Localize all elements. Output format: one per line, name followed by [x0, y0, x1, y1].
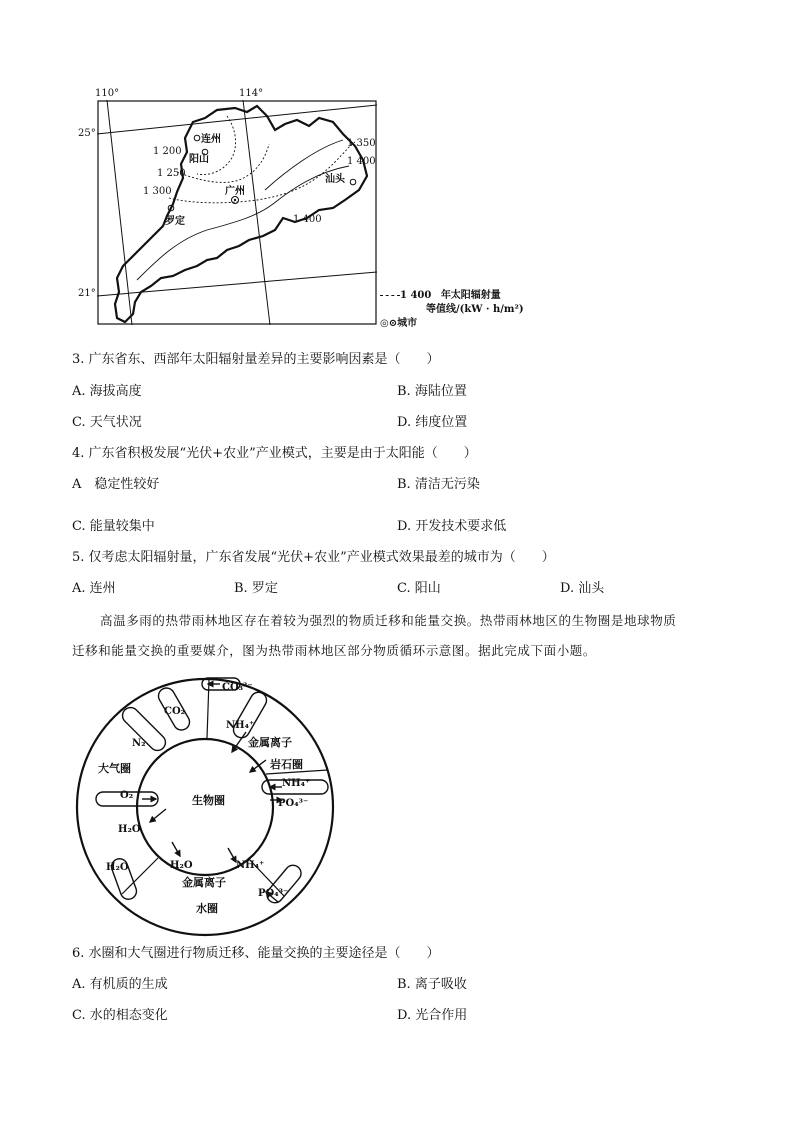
svg-text:阳山: 阳山 — [189, 154, 209, 165]
q6-option-a[interactable]: A. 有机质的生成 — [72, 977, 168, 992]
passage-line-2: 迁移和能量交换的重要媒介，图为热带雨林地区部分物质循环示意图。据此完成下面小题。 — [72, 643, 597, 658]
isoline-label-1300: 1 300 — [143, 186, 172, 197]
isoline-label-1400-east: 1 400 — [347, 156, 376, 167]
label-co3: CO₃²⁻ — [222, 682, 253, 693]
guangdong-radiation-map — [95, 88, 377, 325]
lat-label-21: 21° — [78, 288, 96, 299]
map-legend — [380, 289, 524, 331]
biosphere-circle — [137, 739, 273, 875]
map-svg — [95, 88, 377, 325]
q4-option-d[interactable]: D. 开发技术要求低 — [397, 519, 507, 534]
q3-option-d[interactable]: D. 纬度位置 — [397, 415, 468, 430]
label-h2o-bottom-left: H₂O — [106, 862, 129, 873]
svg-text:汕头: 汕头 — [325, 174, 345, 185]
q4-option-c[interactable]: C. 能量较集中 — [72, 519, 155, 534]
city-symbol-icon: ◎⊙ — [380, 318, 398, 329]
isoline-1200 — [197, 116, 236, 175]
city-guangzhou — [225, 184, 245, 204]
question-6-stem: 6. 水圈和大气圈进行物质迁移、能量交换的主要途径是（ ） — [72, 946, 440, 961]
label-po4-bottom: PO₄³⁻ — [258, 888, 289, 899]
label-n2: N₂ — [132, 738, 146, 749]
loop-nh4-top — [231, 689, 270, 740]
legend-isoline-text-1: 年太阳辐射量 — [440, 290, 501, 301]
q5-option-b[interactable]: B. 罗定 — [234, 581, 278, 596]
label-nh4-bottom: NH₄⁺ — [236, 860, 265, 871]
map-frame — [98, 101, 376, 324]
legend-isoline-text-2: 等值线/(kW · h/m²) — [426, 304, 524, 315]
loop-po4-bottom — [264, 862, 305, 906]
city-yangshan — [189, 149, 209, 165]
lat-label-25: 25° — [78, 128, 96, 139]
q5-option-d[interactable]: D. 汕头 — [560, 581, 605, 596]
svg-text:连州: 连州 — [201, 134, 221, 145]
lon-label-110: 110° — [95, 88, 120, 99]
question-3-stem: 3. 广东省东、西部年太阳辐射量差异的主要影响因素是（ ） — [72, 352, 440, 367]
q6-option-b[interactable]: B. 离子吸收 — [397, 977, 467, 992]
q3-option-c[interactable]: C. 天气状况 — [72, 415, 142, 430]
isoline-label-1200: 1 200 — [153, 146, 182, 157]
cycle-svg — [70, 672, 340, 942]
isoline-label-1400-south: 1 400 — [293, 214, 322, 225]
city-shantou — [325, 172, 356, 185]
q6-option-d[interactable]: D. 光合作用 — [397, 1008, 468, 1023]
label-po4-right: PO₄³⁻ — [278, 798, 309, 809]
legend-isoline-row — [380, 289, 524, 303]
divider-top — [207, 680, 209, 738]
label-metal-ions-top: 金属离子 — [248, 736, 292, 749]
label-hydrosphere: 水圈 — [196, 902, 218, 915]
q4-option-a[interactable]: A 稳定性较好 — [72, 477, 160, 492]
label-co2: CO₂ — [164, 706, 186, 717]
passage-line-1: 高温多雨的热带雨林地区存在着较为强烈的物质迁移和能量交换。热带雨林地区的生物圈是地球物质 — [100, 613, 677, 628]
q5-option-a[interactable]: A. 连州 — [72, 581, 116, 596]
svg-text:广州: 广州 — [225, 186, 245, 197]
label-h2o-left: H₂O — [118, 824, 141, 835]
isoline-label-1250: 1 250 — [157, 168, 186, 179]
label-biosphere: 生物圈 — [192, 794, 225, 807]
material-cycle-diagram — [70, 672, 340, 942]
legend-isoline-value: 1 400 — [400, 290, 432, 301]
lon-label-114: 114° — [239, 88, 264, 99]
city-luoding — [165, 205, 185, 227]
q5-option-c[interactable]: C. 阳山 — [397, 581, 441, 596]
city-lianzhou — [194, 132, 221, 145]
question-4-stem: 4. 广东省积极发展“光伏+农业”产业模式，主要是由于太阳能（ ） — [72, 446, 477, 461]
question-5-stem: 5. 仅考虑太阳辐射量，广东省发展“光伏+农业”产业模式效果最差的城市为（ ） — [72, 550, 555, 565]
label-nh4-top: NH₄⁺ — [226, 720, 255, 731]
q3-option-a[interactable]: A. 海拔高度 — [72, 384, 142, 399]
isoline-label-1350: 1 350 — [347, 138, 376, 149]
legend-city-text: 城市 — [397, 318, 418, 329]
q6-option-c[interactable]: C. 水的相态变化 — [72, 1008, 168, 1023]
svg-text:罗定: 罗定 — [165, 216, 185, 227]
label-nh4-right: NH₄⁺ — [282, 778, 311, 789]
parallel-21 — [97, 272, 377, 296]
q3-option-b[interactable]: B. 海陆位置 — [397, 384, 467, 399]
label-lithosphere: 岩石圈 — [270, 758, 303, 771]
label-atmosphere: 大气圈 — [98, 762, 131, 775]
label-o2: O₂ — [120, 790, 134, 801]
legend-city-row — [380, 317, 524, 331]
meridian-114 — [243, 100, 270, 325]
q4-option-b[interactable]: B. 清洁无污染 — [397, 477, 480, 492]
label-h2o-inner: H₂O — [170, 860, 193, 871]
province-outline — [115, 106, 367, 322]
label-metal-ions-bottom: 金属离子 — [182, 876, 226, 889]
